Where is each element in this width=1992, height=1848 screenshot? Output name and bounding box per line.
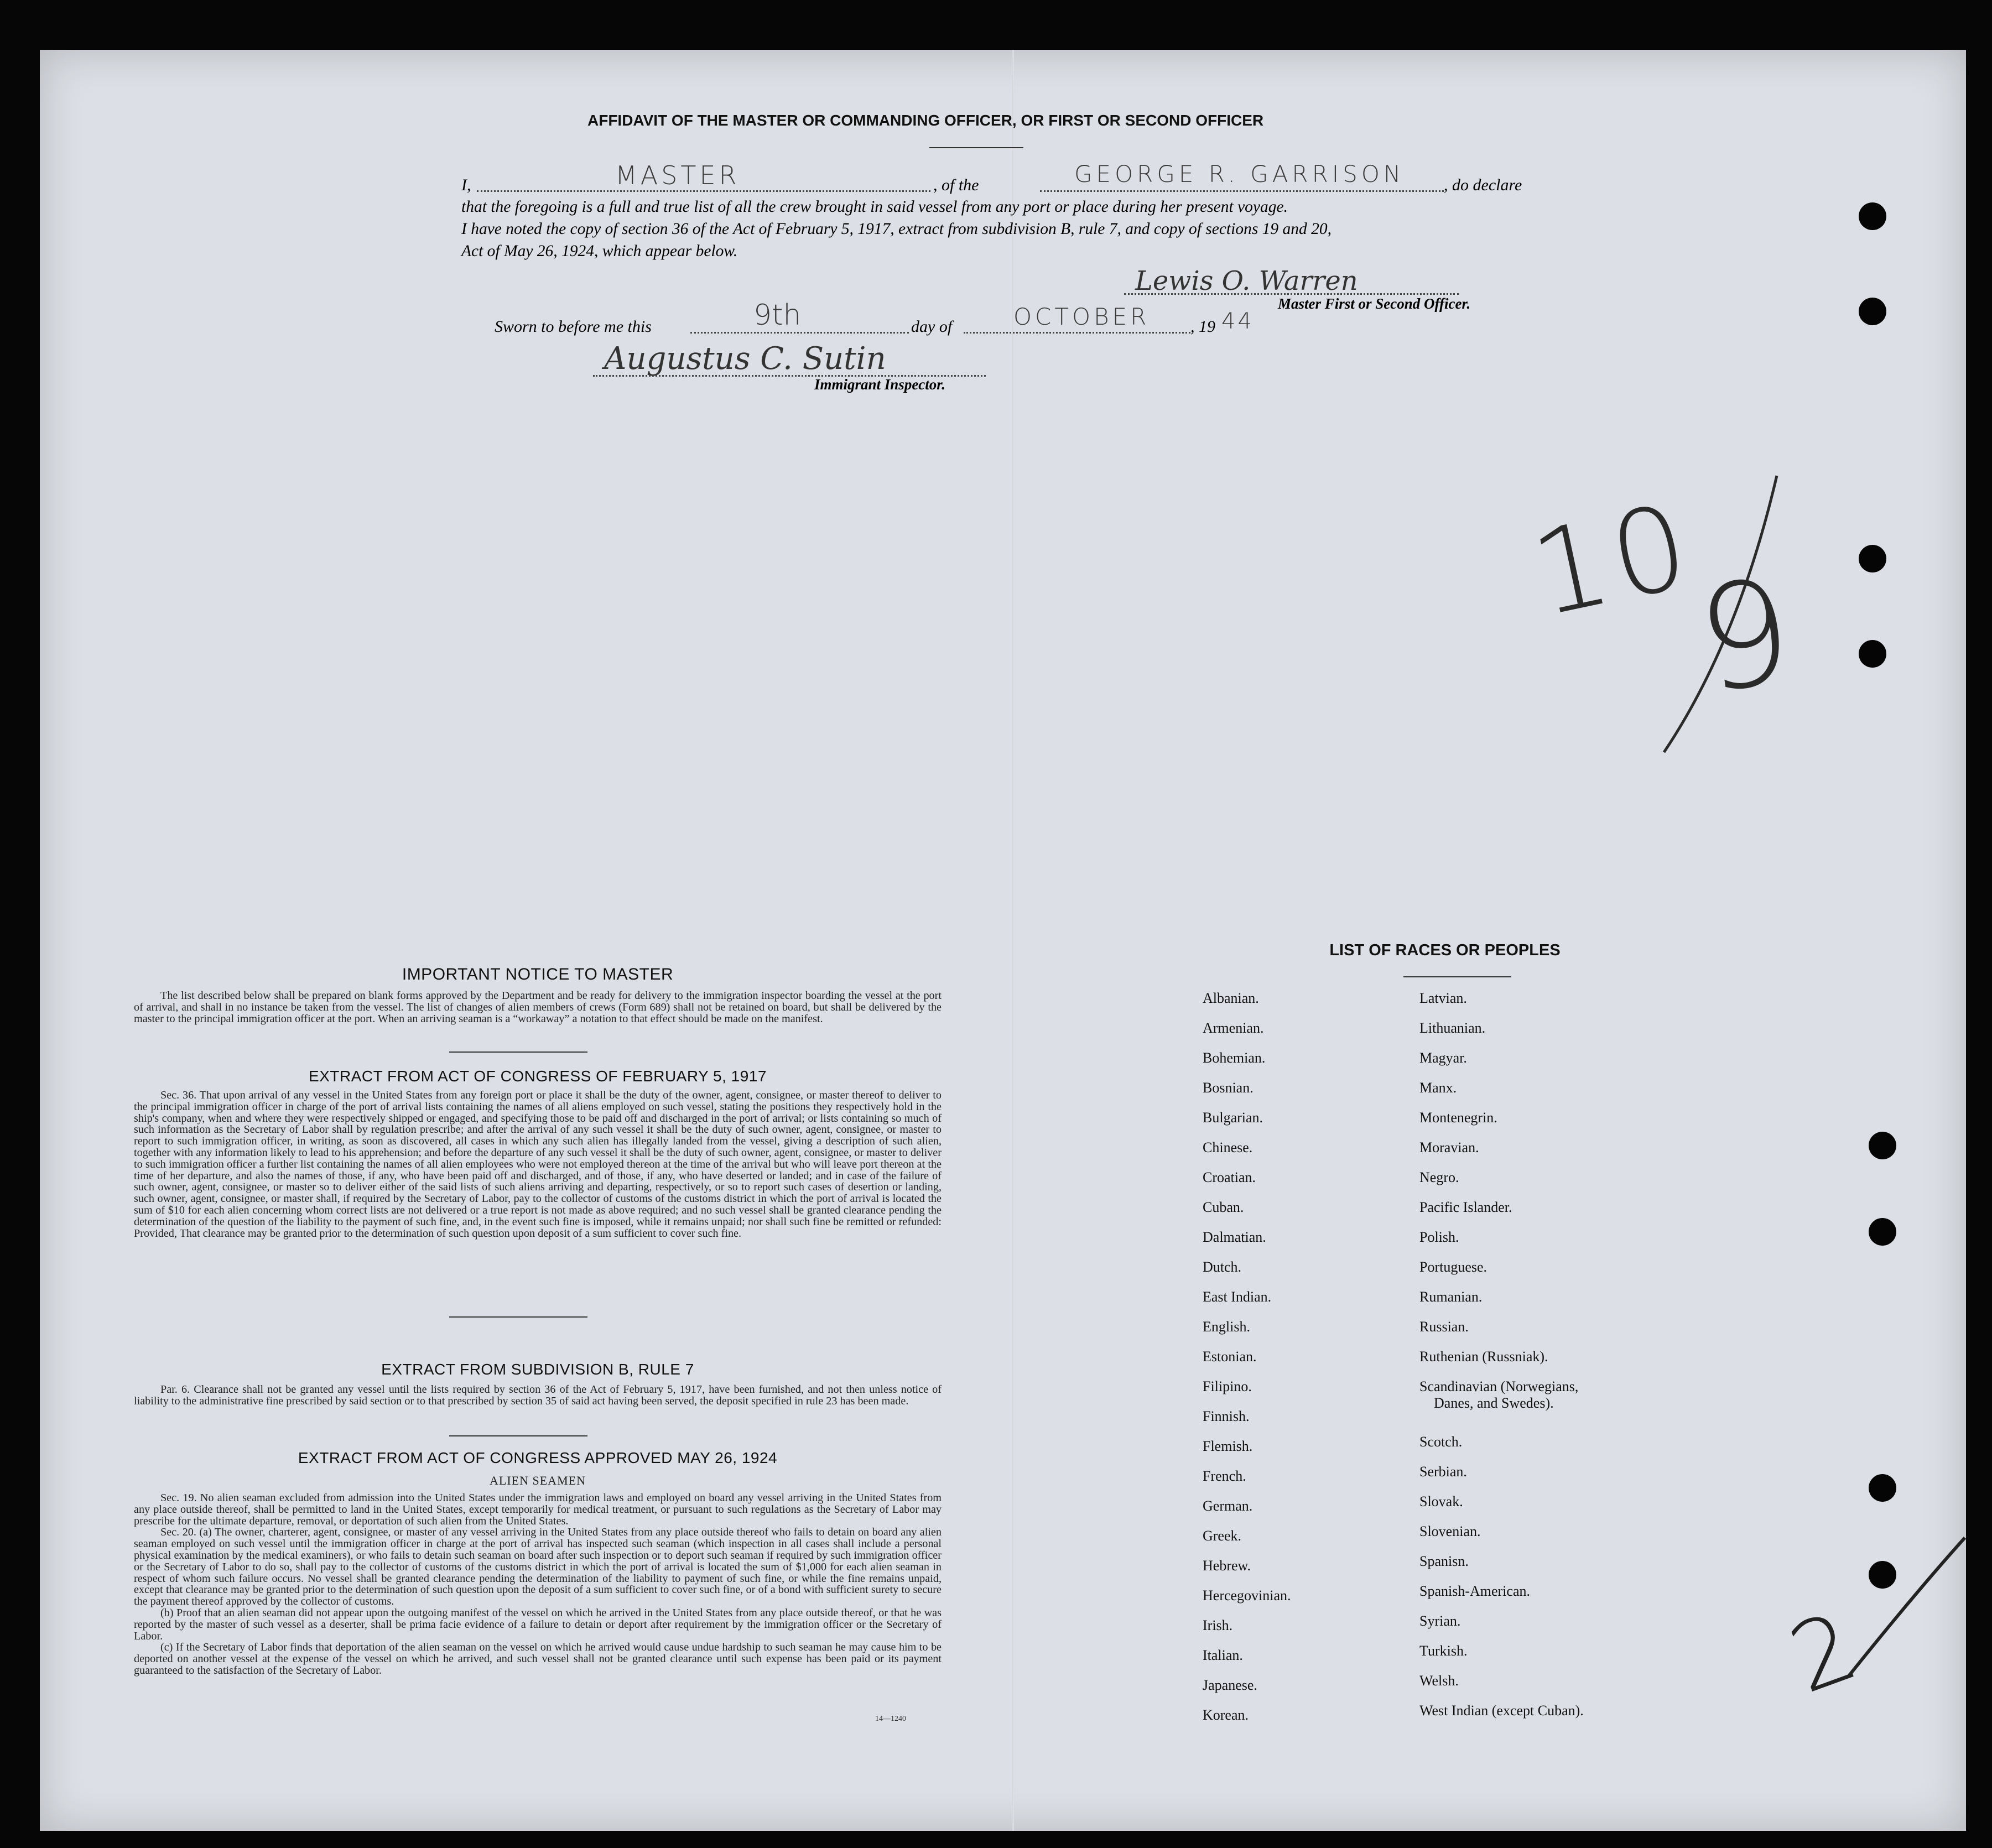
race-item: Portuguese. bbox=[1419, 1259, 1488, 1275]
race-item: Scandinavian (Norwegians, Danes, and Swedes). bbox=[1419, 1378, 1579, 1411]
punch-hole bbox=[1869, 1218, 1896, 1246]
fraction-numerator: 10 bbox=[1521, 477, 1705, 643]
master-caption: Master First or Second Officer. bbox=[1278, 295, 1471, 312]
race-item: Bohemian. bbox=[1203, 1050, 1266, 1066]
race-item: English. bbox=[1203, 1319, 1250, 1335]
race-item: Albanian. bbox=[1203, 990, 1259, 1006]
race-item: Croatian. bbox=[1203, 1169, 1256, 1185]
race-item: East Indian. bbox=[1203, 1289, 1272, 1305]
races-rule bbox=[1403, 976, 1511, 977]
rule7-rule bbox=[449, 1435, 587, 1436]
punch-hole bbox=[1859, 202, 1886, 230]
day-handwritten: 9th bbox=[753, 299, 802, 332]
par6-paragraph: Par. 6. Clearance shall not be granted any vessel until the lists required by section 36 of the Act of February 5, 1917, have been furnished, and not then unless notice of liability to the administrative fine prescribed by said section or to that prescribed by section 35 of said act having been served, the deposit specified in rule 23 has been made. bbox=[134, 1383, 942, 1407]
day-of-label: day of bbox=[911, 317, 953, 336]
affidavit-line-4: Act of May 26, 1924, which appear below. bbox=[461, 242, 738, 260]
corner-stroke bbox=[1838, 1532, 1970, 1698]
punch-hole bbox=[1859, 298, 1886, 325]
race-item: Irish. bbox=[1203, 1617, 1233, 1633]
race-item: Bosnian. bbox=[1203, 1080, 1254, 1096]
extract-1917-title: EXTRACT FROM ACT OF CONGRESS OF FEBRUARY 5, 1917 bbox=[309, 1068, 767, 1085]
race-item: French. bbox=[1203, 1468, 1246, 1484]
race-item: Negro. bbox=[1419, 1169, 1459, 1185]
race-item: Hebrew. bbox=[1203, 1558, 1251, 1574]
month-handwritten: OCTOBER bbox=[1013, 303, 1150, 330]
race-item: Latvian. bbox=[1419, 990, 1467, 1006]
extract-1917-rule bbox=[449, 1316, 587, 1318]
race-item: Slovenian. bbox=[1419, 1523, 1481, 1539]
race-item: Moravian. bbox=[1419, 1139, 1479, 1155]
race-item: Slovak. bbox=[1419, 1493, 1463, 1509]
sec19-paragraph: Sec. 19. No alien seaman excluded from admission into the United States under the immigration laws and employed on board any vessel arriving in the United States from any place outside thereof, shall be permitted to land in the United States, except temporarily for medical treatment, or pursuant to such regulations as the Secretary of Labor may prescribe for the ultimate departure, removal, or deportation of such alien from the United States. bbox=[134, 1492, 942, 1527]
i-label: I, bbox=[461, 176, 471, 194]
punch-hole bbox=[1869, 1474, 1896, 1502]
punch-hole bbox=[1869, 1561, 1896, 1589]
sec36-paragraph: Sec. 36. That upon arrival of any vessel in the United States from any foreign port or place it shall be the duty of the owner, agent, consignee, or master thereof to deliver to the principal immigration officer in charge of the port of arrival lists containing the names of all aliens employed on such vessel, stating the positions they respectively hold in the ship's company, when and where they were respectively shipped or engaged, and specifying those to be paid off and discharged in the port of arrival; or lists containing so much of such information as the Secretary of Labor shall by regulation prescribe; and after the arrival of any such vessel it shall be the duty of such owner, agent, consignee, or master to report to such immigration officer, in writing, as soon as discovered, all cases in which any such alien has illegally landed from the vessel, giving a description of such alien, together with any information likely to lead to his apprehension; and before the departure of any such vessel it shall be the duty of such owner, agent, consignee, or master to deliver to such immigration officer a further list containing the names of all alien employees who were not employed thereon at the time of the arrival but who will leave port thereon at the time of her departure, and also the names of those, if any, who have been paid off and discharged, and of those, if any, who have deserted or landed; and in case of the failure of such owner, agent, consignee, or master so to deliver either of the said lists of such aliens arriving and departing, respectively, or so to report such cases of desertion or landing, such owner, agent, consignee, or master shall, if required by the Secretary of Labor, pay to the collector of customs of the customs district in which the port of arrival is located the sum of $10 for each alien concerning whom correct lists are not delivered or a true report is not made as above required; and no such vessel shall be granted clearance pending the determination of the question of the liability to the payment of such fine, and, in the event such fine is imposed, while it remains unpaid; nor shall such fine be remitted or refunded: Provided, That clearance may be granted prior to the determination of such question upon deposit of a sum sufficient to cover such fine. bbox=[134, 1089, 942, 1240]
month-fill-line bbox=[964, 332, 1190, 334]
declare-label: , do declare bbox=[1444, 176, 1522, 194]
race-item: Montenegrin. bbox=[1419, 1110, 1497, 1126]
punch-hole bbox=[1859, 545, 1886, 572]
year-handwritten: 44 bbox=[1221, 309, 1254, 334]
master-signature-line bbox=[1124, 293, 1459, 295]
race-item: Bulgarian. bbox=[1203, 1110, 1263, 1126]
race-item: Welsh. bbox=[1419, 1673, 1459, 1689]
race-item: Lithuanian. bbox=[1419, 1020, 1486, 1036]
punch-hole bbox=[1859, 640, 1886, 668]
race-item: Manx. bbox=[1419, 1080, 1457, 1096]
race-item: Serbian. bbox=[1419, 1464, 1467, 1480]
race-item: Scotch. bbox=[1419, 1434, 1463, 1450]
race-item: Polish. bbox=[1419, 1229, 1459, 1245]
race-item: German. bbox=[1203, 1498, 1253, 1514]
extract-1924-text bbox=[134, 1492, 942, 1677]
races-title: LIST OF RACES OR PEOPLES bbox=[1329, 941, 1561, 959]
race-item: Filipino. bbox=[1203, 1378, 1252, 1394]
affidavit-line-3: I have noted the copy of section 36 of the Act of February 5, 1917, extract from subdivision B, rule 7, and copy of sections 19 and 20, bbox=[461, 220, 1332, 238]
race-item: Spanish-American. bbox=[1419, 1583, 1531, 1599]
race-item: Japanese. bbox=[1203, 1677, 1257, 1693]
fraction-denominator: 9 bbox=[1688, 547, 1802, 726]
notice-text bbox=[134, 990, 942, 1024]
race-item: Dalmatian. bbox=[1203, 1229, 1266, 1245]
master-fill-line bbox=[477, 190, 930, 192]
affidavit-line-2: that the foregoing is a full and true list of all the crew brought in said vessel from any port or place during her present voyage. bbox=[461, 198, 1288, 216]
sec20b-paragraph: (b) Proof that an alien seaman did not appear upon the outgoing manifest of the vessel on which he arrived in the United States from any place outside thereof, or that he was reported by the master of such vessel as a deserter, shall be prima facie evidence of a failure to detain or deport after requirement by the immigration officer or the Secretary of Labor. bbox=[134, 1606, 942, 1642]
title-rule bbox=[929, 147, 1023, 148]
race-item: Greek. bbox=[1203, 1528, 1242, 1544]
race-item: Pacific Islander. bbox=[1419, 1199, 1512, 1215]
extract-1917-text bbox=[134, 1090, 942, 1239]
sec20a-paragraph: Sec. 20. (a) The owner, charterer, agent, consignee, or master of any vessel arriving in the United States from any place outside thereof who fails to detain on board any alien seaman employed on such vessel until the immigration officer in charge at the port of arrival has inspected such seaman (which inspection in all cases shall include a personal physical examination by the medical examiners), or who fails to detain such seaman on board after such inspection or to deport such seaman if required by such immigration officer or the Secretary of Labor to do so, shall pay to the collector of customs of the customs district in which the port of arrival is located the sum of $1,000 for each alien seaman in respect of whom such failure occurs. No vessel shall be granted clearance pending the determination of the liability to payment of such fine, or while the fine remains unpaid, except that clearance may be granted prior to the determination of such question upon the deposit of a sum sufficient to cover such fine, or of a bond with sufficient surety to secure the payment thereof approved by the collector of customs. bbox=[134, 1526, 942, 1608]
sworn-label: Sworn to before me this bbox=[495, 317, 652, 336]
notice-paragraph: The list described below shall be prepared on blank forms approved by the Department and be ready for delivery to the immigration inspector boarding the vessel at the port of arrival, and shall in no instance be taken from the vessel. The list of changes of alien members of crews (Form 689) shall not be retained on board, but shall be delivered by the master to the principal immigration officer at the port. When an arriving seaman is a “workaway” a notation to that effect should be made on the manifest. bbox=[134, 990, 942, 1025]
vessel-handwritten: GEORGE R. GARRISON bbox=[1074, 160, 1405, 188]
race-item: Cuban. bbox=[1203, 1199, 1244, 1215]
form-number: 14—1240 bbox=[875, 1715, 906, 1723]
race-item: West Indian (except Cuban). bbox=[1419, 1703, 1584, 1719]
year-prefix: , 19 bbox=[1190, 317, 1215, 336]
race-item: Armenian. bbox=[1203, 1020, 1264, 1036]
inspector-signature: Augustus C. Sutin bbox=[604, 341, 886, 377]
alien-seamen-subtitle: ALIEN SEAMEN bbox=[490, 1474, 586, 1487]
race-item: Flemish. bbox=[1203, 1438, 1253, 1454]
sec20c-paragraph: (c) If the Secretary of Labor finds that deportation of the alien seaman on the vessel on which he arrived would cause undue hardship to such seaman he may cause him to be deported on another vessel at the expense of the vessel on which he arrived, and such vessel shall not be granted clearance until such expense has been paid or its payment guaranteed to the satisfaction of the Secretary of Labor. bbox=[134, 1641, 942, 1677]
race-item: Syrian. bbox=[1419, 1613, 1461, 1629]
of-the-label: , of the bbox=[933, 176, 979, 194]
document-page bbox=[40, 50, 1966, 1831]
race-item: Korean. bbox=[1203, 1707, 1249, 1723]
race-item: Italian. bbox=[1203, 1647, 1243, 1663]
extract-1924-title: EXTRACT FROM ACT OF CONGRESS APPROVED MAY 26, 1924 bbox=[298, 1449, 778, 1466]
notice-rule bbox=[449, 1051, 587, 1053]
rule7-title: EXTRACT FROM SUBDIVISION B, RULE 7 bbox=[381, 1361, 694, 1378]
affidavit-title: AFFIDAVIT OF THE MASTER OR COMMANDING OFFICER, OR FIRST OR SECOND OFFICER bbox=[587, 112, 1264, 129]
rule7-text bbox=[134, 1384, 942, 1407]
race-item: Hercegovinian. bbox=[1203, 1587, 1291, 1604]
vessel-fill-line bbox=[1040, 190, 1444, 192]
race-item: Spanisn. bbox=[1419, 1553, 1469, 1569]
race-item: Finnish. bbox=[1203, 1408, 1250, 1424]
race-item: Chinese. bbox=[1203, 1139, 1253, 1155]
race-item: Rumanian. bbox=[1419, 1289, 1483, 1305]
day-fill-line bbox=[690, 332, 909, 334]
corner-mark: 2 bbox=[1776, 1591, 1870, 1715]
inspector-caption: Immigrant Inspector. bbox=[814, 376, 946, 393]
race-item: Magyar. bbox=[1419, 1050, 1467, 1066]
notice-title: IMPORTANT NOTICE TO MASTER bbox=[402, 965, 674, 983]
race-item: Dutch. bbox=[1203, 1259, 1242, 1275]
master-handwritten: MASTER bbox=[615, 160, 740, 190]
master-signature: Lewis O. Warren bbox=[1135, 266, 1358, 296]
punch-hole bbox=[1869, 1132, 1896, 1159]
race-item: Russian. bbox=[1419, 1319, 1469, 1335]
race-item: Estonian. bbox=[1203, 1349, 1257, 1365]
race-item: Ruthenian (Russniak). bbox=[1419, 1349, 1548, 1365]
race-item: Turkish. bbox=[1419, 1643, 1468, 1659]
